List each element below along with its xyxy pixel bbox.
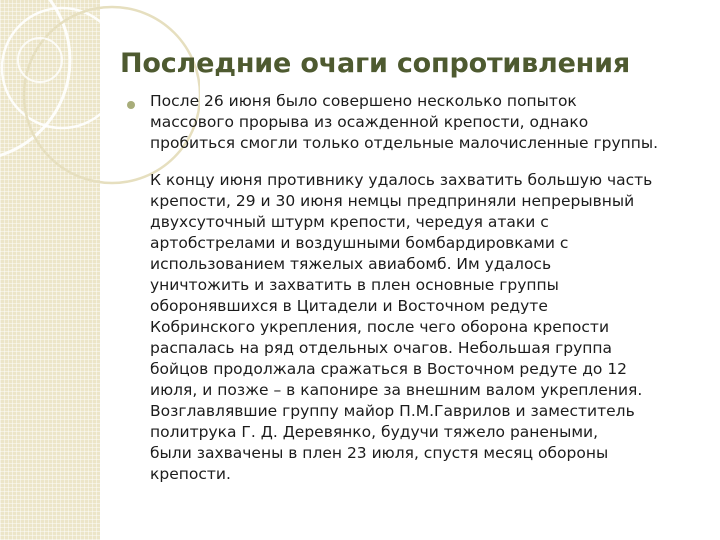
text-line: артобстрелами и воздушными бомбардировками с [150,234,569,252]
text-line: оборонявшихся в Цитадели и Восточном редуте [150,297,548,315]
slide-title: Последние очаги сопротивления [120,48,630,79]
paragraph-1 [150,91,710,154]
bullet-icon [127,101,135,109]
text-line: использованием тяжелых авиабомб. Им удалось [150,255,552,273]
text-line: крепости. [150,465,231,483]
text-line: К концу июня противнику удалось захватить большую часть [150,171,653,189]
text-line: Кобринского укрепления, после чего оборона крепости [150,318,610,336]
paragraph-2 [150,170,710,485]
text-line: распалась на ряд отдельных очагов. Небольшая группа [150,339,613,357]
text-line: уничтожить и захватить в плен основные группы [150,276,559,294]
decorative-pattern-band [0,0,100,540]
text-line: После 26 июня было совершено несколько попыток [150,92,577,110]
text-line: крепости, 29 и 30 июня немцы предприняли непрерывный [150,192,635,210]
text-line: двухсуточный штурм крепости, чередуя атаки с [150,213,549,231]
text-line: Возглавлявшие группу майор П.М.Гаврилов и заместитель [150,402,635,420]
text-line: политрука Г. Д. Деревянко, будучи тяжело ранеными, [150,423,599,441]
text-line: бойцов продолжала сражаться в Восточном редуте до 12 [150,360,628,378]
text-line: массового прорыва из осажденной крепости, однако [150,113,589,131]
text-line: июля, и позже – в капонире за внешним валом укрепления. [150,381,643,399]
text-line: были захвачены в плен 23 июля, спустя месяц обороны [150,444,609,462]
text-line: пробиться смогли только отдельные малочисленные группы. [150,134,659,152]
slide-body [150,91,710,485]
